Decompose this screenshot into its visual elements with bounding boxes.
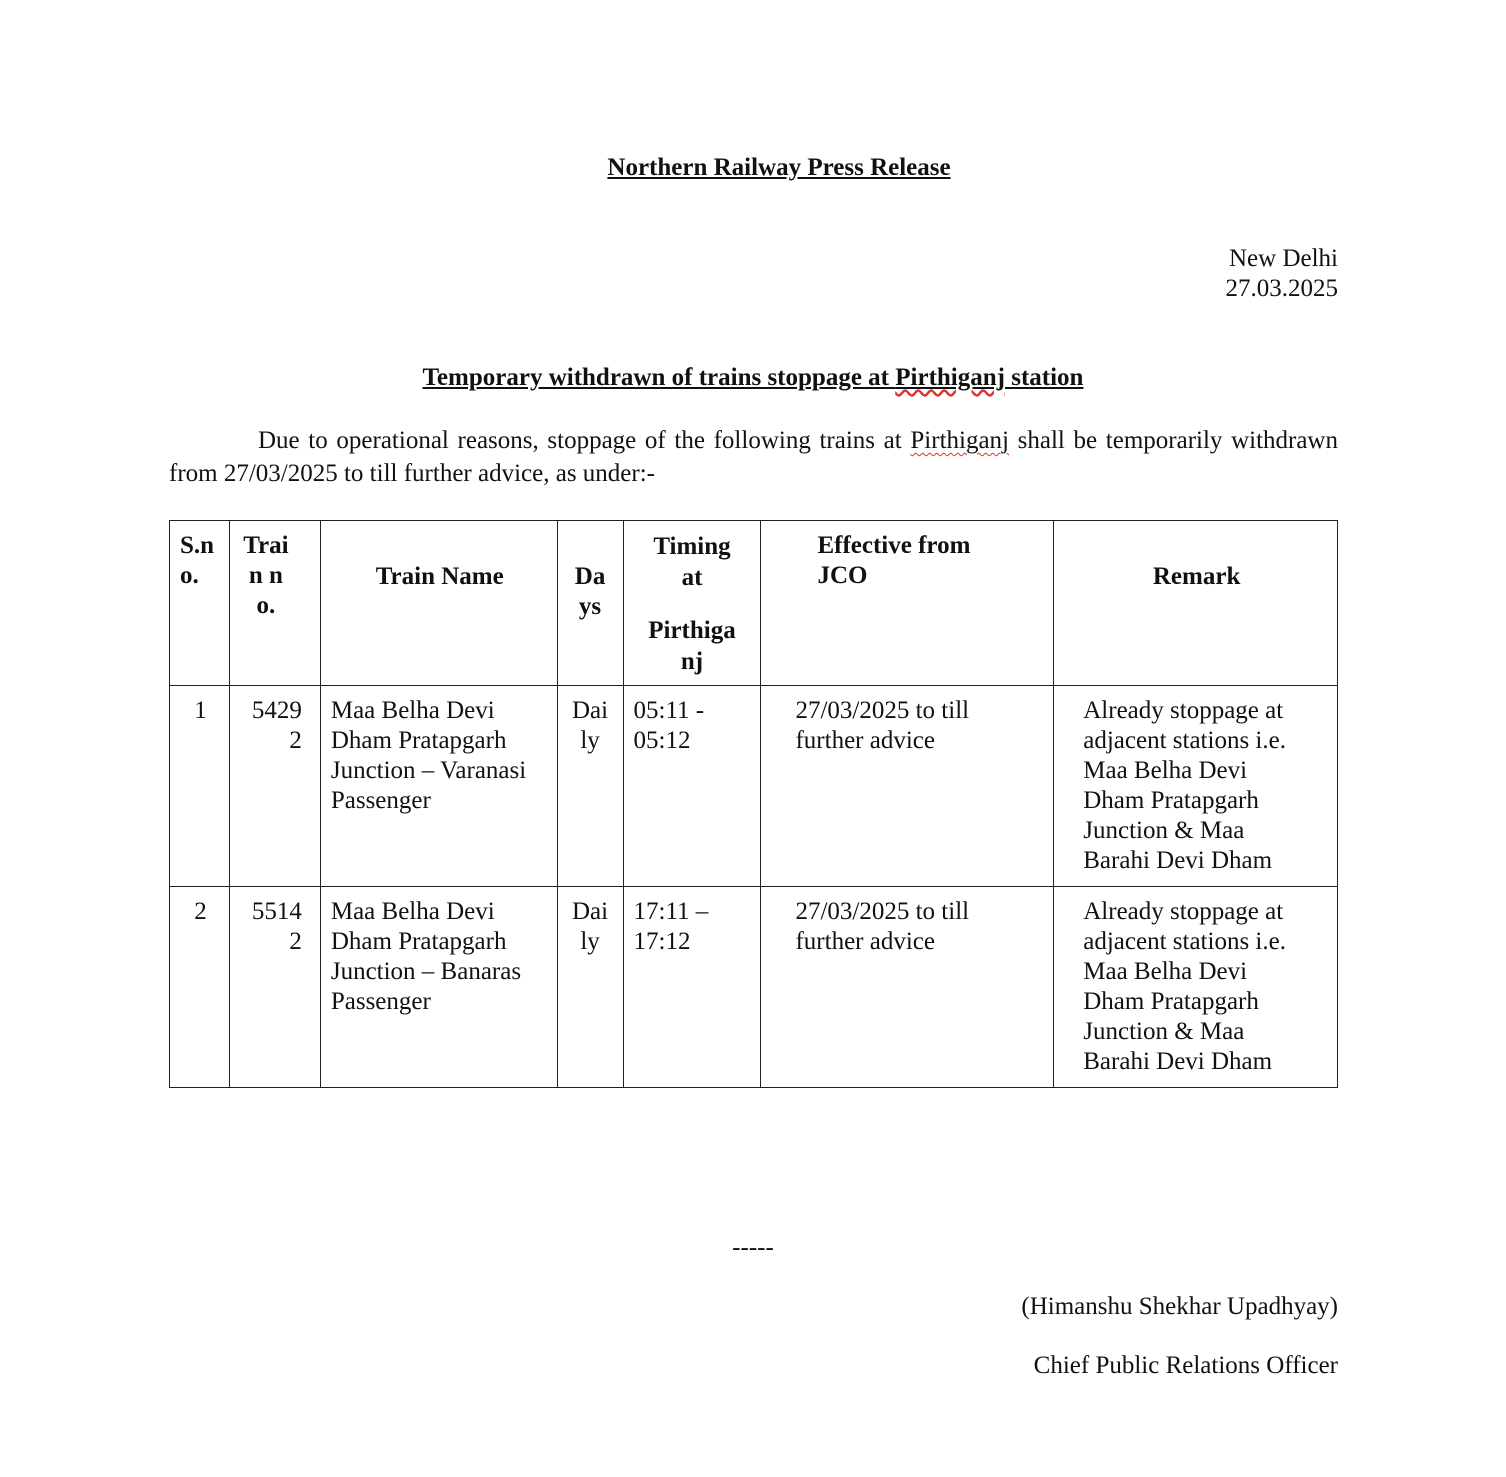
header-remark-label: Remark	[1152, 563, 1241, 590]
table-header-row	[170, 521, 1338, 686]
trains-table	[169, 520, 1338, 1088]
row1-timing	[623, 686, 761, 887]
intro-paragraph	[169, 424, 1338, 490]
header-remark	[1054, 521, 1338, 686]
header-effective-label: Effective from JCO	[817, 532, 971, 589]
header-days-label: Days	[574, 563, 606, 620]
subject-text-before: Temporary withdrawn of trains stoppage at	[422, 364, 896, 391]
row2-sno	[170, 887, 230, 1088]
row2-remark	[1054, 887, 1338, 1088]
row1-train-name-value: Maa Belha Devi Dham Pratapgarh Junction – Varanasi Passenger	[330, 697, 527, 814]
row2-train-name-value: Maa Belha Devi Dham Pratapgarh Junction – Banaras Passenger	[330, 898, 522, 1015]
row2-timing-value: 17:11 – 17:12	[633, 898, 709, 955]
row1-effective	[761, 686, 1054, 887]
header-effective	[761, 521, 1054, 686]
page-title: Northern Railway Press Release	[607, 154, 951, 181]
row1-train-name	[320, 686, 557, 887]
row1-sno	[170, 686, 230, 887]
signatory-name: (Himanshu Shekhar Upadhyay)	[1021, 1293, 1338, 1320]
header-sno-label: S.no.	[180, 532, 215, 589]
header-timing	[623, 521, 761, 686]
subject-station: Pirthiganj	[895, 364, 1005, 391]
row2-days	[557, 887, 623, 1088]
row1-days	[557, 686, 623, 887]
signatory-designation: Chief Public Relations Officer	[1033, 1352, 1338, 1379]
header-train-name-label: Train Name	[375, 563, 504, 590]
row1-effective-value: 27/03/2025 to till further advice	[795, 697, 970, 754]
row1-remark	[1054, 686, 1338, 887]
row2-effective-value: 27/03/2025 to till further advice	[795, 898, 970, 955]
row2-effective	[761, 887, 1054, 1088]
header-timing-line2: Pirthiganj	[648, 617, 736, 675]
row1-train-no	[229, 686, 320, 887]
subject-text-after: station	[1004, 364, 1084, 391]
row2-train-name	[320, 887, 557, 1088]
row2-train-no-value: 55142	[251, 898, 302, 955]
row2-days-value: Daily	[571, 898, 609, 955]
row1-timing-value: 05:11 - 05:12	[633, 697, 705, 754]
table-row	[170, 686, 1338, 887]
row1-remark-value: Already stoppage at adjacent stations i.e. Maa Belha Devi Dham Pratapgarh Junction & Maa Barahi Devi Dham	[1083, 697, 1286, 874]
row2-remark-value: Already stoppage at adjacent stations i.e. Maa Belha Devi Dham Pratapgarh Junction & Maa Barahi Devi Dham	[1083, 898, 1286, 1075]
place-date-block	[1226, 244, 1339, 304]
header-sno	[170, 521, 230, 686]
place: New Delhi	[1229, 245, 1338, 272]
row2-timing	[623, 887, 761, 1088]
table-row	[170, 887, 1338, 1088]
intro-station: Pirthiganj	[910, 427, 1009, 454]
row1-train-no-value: 54292	[251, 697, 302, 754]
header-timing-line1: Timing at	[653, 533, 731, 591]
date: 27.03.2025	[1225, 275, 1338, 302]
row2-train-no	[229, 887, 320, 1088]
header-train-name	[320, 521, 557, 686]
header-train-no-label: Train no.	[243, 532, 289, 619]
separator: -----	[732, 1234, 774, 1261]
header-days	[557, 521, 623, 686]
row1-days-value: Daily	[571, 697, 609, 754]
subject-heading	[0, 364, 1506, 392]
row1-sno-value: 1	[194, 697, 207, 724]
intro-text-after: shall be temporarily withdrawn from 27/03/2025 to till further advice, as under:-	[169, 427, 1338, 487]
header-train-no	[229, 521, 320, 686]
intro-text-before: Due to operational reasons, stoppage of the following trains at	[258, 427, 911, 454]
row2-sno-value: 2	[194, 898, 207, 925]
